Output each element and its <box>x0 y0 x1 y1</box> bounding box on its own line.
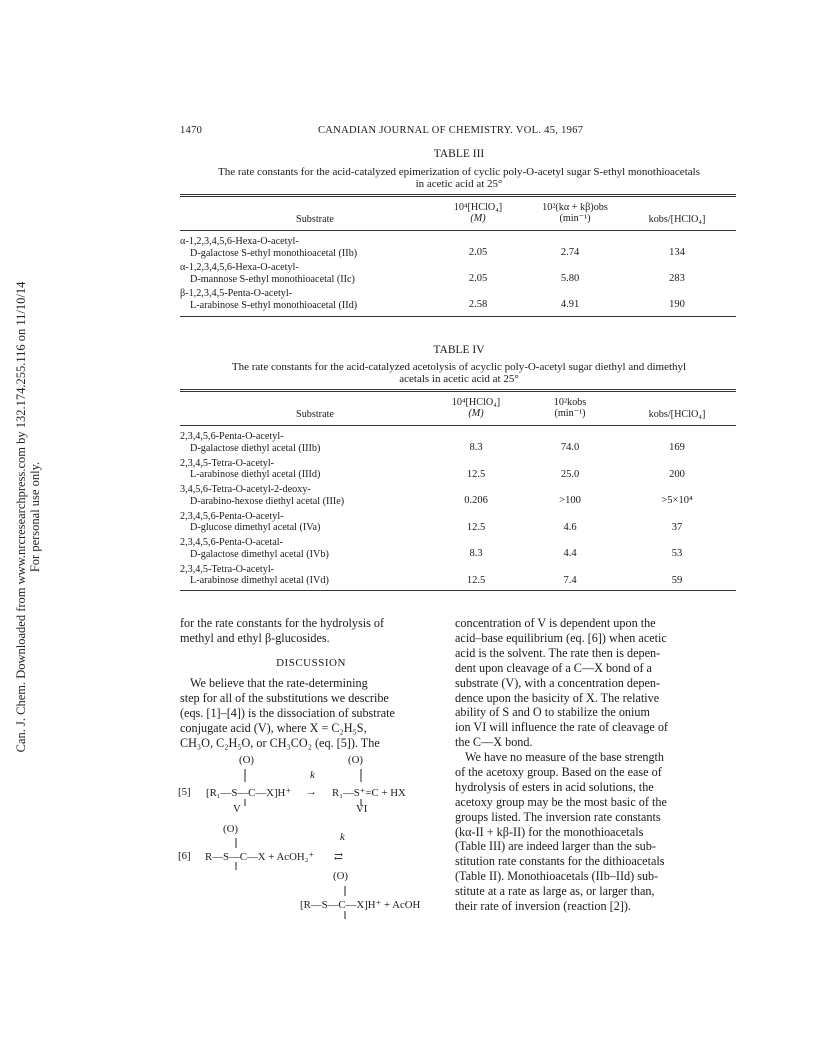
table-cell-c2: >100 <box>559 495 581 506</box>
table-cell-c3: 169 <box>669 442 685 453</box>
text-line: groups listed. The inversion rate constants <box>455 809 661 824</box>
substrate-line2: L-arabinose dimethyl acetal (IVd) <box>190 575 329 586</box>
substrate-line1: 2,3,4,5,6-Penta-O-acetyl- <box>180 510 284 522</box>
text-line: substrate (V), with a concentration depen- <box>455 675 661 690</box>
text-line: methyl and ethyl β-glucosides. <box>180 630 330 645</box>
substrate-line2: L-arabinose diethyl acetal (IIId) <box>190 469 321 480</box>
table4-header-col3: kobs/[HClO₄] <box>648 409 706 420</box>
table-cell-c2: 4.4 <box>563 548 577 559</box>
eq5-rate-constant: k <box>310 769 315 781</box>
substrate-line1: α-1,2,3,4,5,6-Hexa-O-acetyl- <box>180 262 299 273</box>
text-line: acetoxy group may be the most basic of the <box>455 794 667 809</box>
text-line: We believe that the rate-determining <box>190 676 368 690</box>
table-cell-c2: 25.0 <box>560 468 580 480</box>
substrate-line2: L-arabinose S-ethyl monothioacetal (IId) <box>190 299 358 311</box>
table-cell-c2: 5.80 <box>560 273 580 284</box>
eq5-reactant: [R₁—S—C—X]H⁺ <box>206 787 292 799</box>
table-cell-c3: 190 <box>669 299 685 310</box>
text-line: acid–base equilibrium (eq. [6]) when acetic <box>455 630 667 645</box>
right-paragraph-2 <box>455 750 738 914</box>
eq6-oxygen-left: (O) <box>223 823 238 835</box>
text-line: for the rate constants for the hydrolysis of <box>180 616 385 630</box>
table-cell-c3: 283 <box>669 273 685 284</box>
table-cell-c3: 37 <box>671 521 683 533</box>
substrate-line1: 2,3,4,5-Tetra-O-acetyl- <box>180 457 275 469</box>
table-cell-c1: 8.3 <box>469 548 483 559</box>
text-line: dence upon the basicity of X. The relative <box>455 690 660 705</box>
table-cell-c3: 59 <box>671 574 683 586</box>
eq5-oxygen-left: (O) <box>239 754 254 766</box>
text-line: acid is the solvent. The rate then is depen- <box>455 645 661 660</box>
table-cell-c2: 4.91 <box>560 299 580 310</box>
text-line: hydrolysis of esters in acid solutions, the <box>455 779 654 794</box>
text-line: stitute at a rate as large as, or larger than, <box>455 884 655 899</box>
page-number: 1470 <box>180 125 203 136</box>
table-cell-c3: >5×10⁴ <box>661 495 693 506</box>
substrate-line1: α-1,2,3,4,5,6-Hexa-O-acetyl- <box>180 236 299 247</box>
table3-header-col2-line2: (min⁻¹) <box>559 213 591 224</box>
table-cell-c1: 12.5 <box>466 468 486 480</box>
table-cell-c2: 7.4 <box>563 574 577 586</box>
substrate-line1: 2,3,4,5,6-Penta-O-acetal- <box>180 537 283 548</box>
text-line: CH₃O, C₂H₅O, or CH₃CO₂ (eq. [5]). The <box>180 735 380 750</box>
text-line: dent upon cleavage of a C—X bond of a <box>455 660 652 675</box>
journal-running-head: CANADIAN JOURNAL OF CHEMISTRY. VOL. 45, 1967 <box>318 125 584 136</box>
right-paragraph-1 <box>455 616 738 750</box>
table3-header-col1-line1: 10⁴[HClO₄] <box>453 202 503 213</box>
download-notice-line2: For personal use only. <box>28 461 42 573</box>
section-heading-discussion: DISCUSSION <box>276 657 346 669</box>
text-line: stitution rate constants for the dithioacetals <box>455 854 665 869</box>
table-cell-c1: 2.05 <box>468 247 488 258</box>
text-line: ion VI will influence the rate of cleavage of <box>455 720 668 735</box>
table3-header-col2-line1: 10²(kα + kβ)obs <box>542 202 608 213</box>
table4-header-col1-line2: (M) <box>468 408 484 419</box>
text-line: (Table II). Monothioacetals (IIb–IId) sub- <box>455 869 659 884</box>
table3-header-substrate: Substrate <box>296 214 334 225</box>
eq5-label-vi: VI <box>356 803 368 815</box>
download-notice-line1: Can. J. Chem. Downloaded from www.nrcresearchpress.com by 132.174.255.116 on 11/10/14 <box>14 281 28 753</box>
table3-caption-line1: The rate constants for the acid-catalyzed epimerization of cyclic poly-O-acetyl sugar S-ethyl monothioacetals <box>218 166 700 178</box>
eq6-oxygen-right: (O) <box>333 870 348 882</box>
eq6-products: [R—S—C—X]H⁺ + AcOH <box>300 899 421 911</box>
table-cell-c2: 2.74 <box>560 247 580 258</box>
substrate-line1: 2,3,4,5,6-Penta-O-acetyl- <box>180 431 284 442</box>
substrate-line1: 3,4,5,6-Tetra-O-acetyl-2-deoxy- <box>180 484 311 495</box>
eq6-equilibrium-arrow: ⇄ <box>334 851 344 863</box>
substrate-line2: D-galactose dimethyl acetal (IVb) <box>190 548 329 560</box>
table-cell-c2: 4.6 <box>563 521 577 533</box>
table4-caption-line2: acetals in acetic acid at 25° <box>399 373 519 385</box>
table-cell-c1: 12.5 <box>466 521 486 533</box>
eq5-product: R₁—S⁺=C + HX <box>332 787 406 799</box>
table3-header-col3: kobs/[HClO₄] <box>648 214 706 225</box>
substrate-line2: D-mannose S-ethyl monothioacetal (IIc) <box>190 273 355 285</box>
text-line: (eqs. [1]–[4]) is the dissociation of substrate <box>180 705 395 720</box>
eq6-rate-constant: k <box>340 831 345 843</box>
table3-caption-line2: in acetic acid at 25° <box>415 178 503 190</box>
substrate-line2: D-galactose diethyl acetal (IIIb) <box>190 442 321 454</box>
eq6-reactants: R—S—C—X + AcOH₂⁺ <box>205 851 315 863</box>
text-line: (Table III) are indeed larger than the sub- <box>455 839 656 854</box>
substrate-line1: β-1,2,3,4,5-Penta-O-acetyl- <box>180 288 293 299</box>
text-line: concentration of V is dependent upon the <box>455 616 656 630</box>
table-cell-c3: 200 <box>669 468 685 480</box>
eq5-label-v: V <box>233 803 241 815</box>
table4-title: TABLE IV <box>433 344 485 356</box>
text-line: (kα-II + kβ-II) for the monothioacetals <box>455 824 644 839</box>
text-line: of the acetoxy group. Based on the ease of <box>455 764 662 779</box>
eq6-label: [6] <box>178 850 191 862</box>
eq5-oxygen-right: (O) <box>348 754 363 766</box>
text-line: the C—X bond. <box>455 735 533 750</box>
table-cell-c1: 2.58 <box>468 299 488 310</box>
table4-header-col2-line2: (min⁻¹) <box>554 408 586 419</box>
substrate-line2: D-glucose dimethyl acetal (IVa) <box>190 522 321 533</box>
text-line: step for all of the substitutions we describe <box>180 690 389 705</box>
substrate-line1: 2,3,4,5-Tetra-O-acetyl- <box>180 563 275 575</box>
text-line: their rate of inversion (reaction [2]). <box>455 899 631 914</box>
text-line: ability of S and O to stabilize the onium <box>455 705 650 720</box>
text-line: We have no measure of the base strength <box>465 750 665 764</box>
table-cell-c1: 8.3 <box>469 442 483 453</box>
table3-header-col1-line2: (M) <box>470 213 486 224</box>
table-cell-c2: 74.0 <box>560 442 580 453</box>
table-cell-c3: 134 <box>669 247 685 258</box>
table-cell-c1: 0.206 <box>464 495 488 506</box>
right-paragraph-2-lines <box>455 750 738 914</box>
text-line: conjugate acid (V), where X = C₂H₅S, <box>180 720 367 735</box>
table4-header-col1-line1: 10⁴[HClO₄] <box>451 397 501 408</box>
right-paragraph-1-lines <box>455 616 738 750</box>
table4-header-col2-line1: 10²kobs <box>553 397 587 408</box>
substrate-line2: D-galactose S-ethyl monothioacetal (IIb) <box>190 247 358 259</box>
table4-caption-line1: The rate constants for the acid-catalyzed acetolysis of acyclic poly-O-acetyl sugar diethyl and dimethyl <box>231 361 687 373</box>
table-cell-c1: 12.5 <box>466 574 486 586</box>
substrate-line2: D-arabino-hexose diethyl acetal (IIIe) <box>190 495 345 507</box>
table3-title: TABLE III <box>433 148 485 160</box>
table-cell-c3: 53 <box>671 548 683 559</box>
eq5-label: [5] <box>178 786 191 798</box>
table4-header-substrate: Substrate <box>296 409 334 420</box>
eq5-arrow: → <box>306 786 317 798</box>
table-cell-c1: 2.05 <box>468 273 488 284</box>
